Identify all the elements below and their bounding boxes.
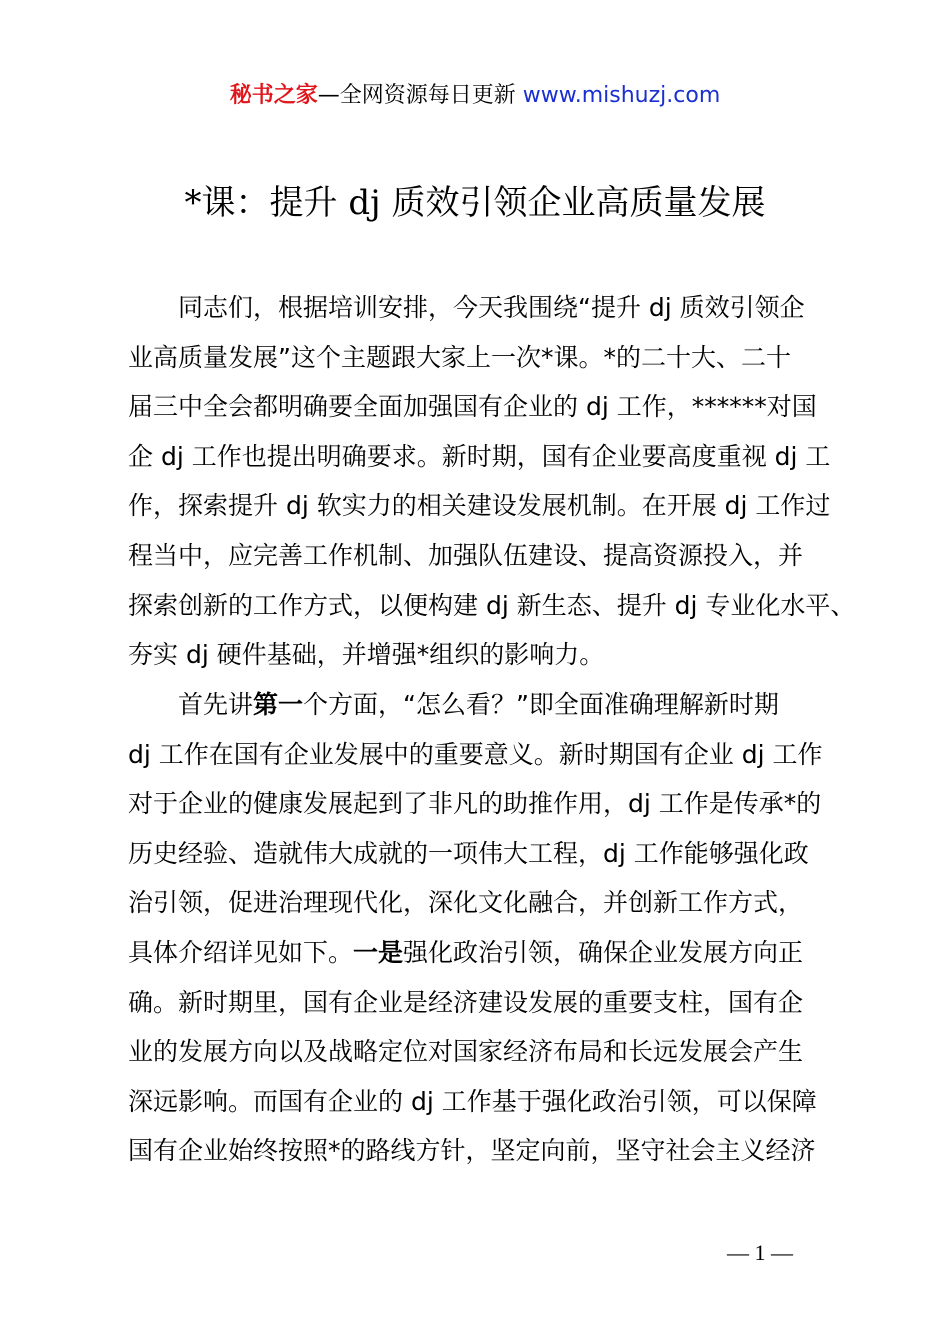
text-line: 探索创新的工作方式，以便构建 dj 新生态、提升 dj 专业化水平、 xyxy=(128,590,856,620)
text-line: 业高质量发展”这个主题跟大家上一次*课。*的二十大、二十 xyxy=(128,342,791,372)
page-number: — 1 — xyxy=(727,1240,793,1265)
text-line: dj 工作在国有企业发展中的重要意义。新时期国有企业 dj 工作 xyxy=(128,739,823,769)
paragraph-2 xyxy=(128,680,838,1176)
text-run: 强化政治引领，确保企业发展方向正 xyxy=(403,937,804,967)
text-line: 作，探索提升 dj 软实力的相关建设发展机制。在开展 dj 工作过 xyxy=(128,491,831,521)
text-line: 治引领，促进治理现代化，深化文化融合，并创新工作方式， xyxy=(128,888,804,918)
text-line: 国有企业始终按照*的路线方针，坚定向前，坚守社会主义经济 xyxy=(128,1136,816,1166)
text-line: 企 dj 工作也提出明确要求。新时期，国有企业要高度重视 dj 工 xyxy=(128,441,831,471)
text-line: 确。新时期里，国有企业是经济建设发展的重要支柱，国有企 xyxy=(128,987,804,1017)
text-line xyxy=(128,928,838,978)
text-run: 具体介绍详见如下。 xyxy=(128,937,354,967)
text-line xyxy=(128,680,838,730)
text-line: 同志们，根据培训安排，今天我围绕“提升 dj 质效引领企 xyxy=(128,293,805,322)
emphasis-first: 第一 xyxy=(253,690,304,719)
text-line: 业的发展方向以及战略定位对国家经济布局和长远发展会产生 xyxy=(128,1037,804,1067)
emphasis-point-one: 一是 xyxy=(353,937,404,967)
site-url-link[interactable]: www.mishuzj.com xyxy=(522,83,721,108)
text-line: 对于企业的健康发展起到了非凡的助推作用，dj 工作是传承*的 xyxy=(128,789,822,819)
text-run: 个方面，“怎么看？”即全面准确理解新时期 xyxy=(303,690,779,719)
site-header xyxy=(0,80,950,112)
text-line: 深远影响。而国有企业的 dj 工作基于强化政治引领，可以保障 xyxy=(128,1086,817,1116)
text-run: 首先讲 xyxy=(128,690,254,719)
brand-name: 秘书之家 xyxy=(229,83,318,108)
paragraph-1 xyxy=(128,283,856,680)
text-line: 历史经验、造就伟大成就的一项伟大工程，dj 工作能够强化政 xyxy=(128,838,809,868)
document-title: *课：提升 dj 质效引领企业高质量发展 xyxy=(184,183,766,223)
text-line: 程当中，应完善工作机制、加强队伍建设、提高资源投入，并 xyxy=(128,540,804,570)
header-tagline: —全网资源每日更新 xyxy=(317,83,523,108)
text-line: 届三中全会都明确要全面加强国有企业的 dj 工作，******对国 xyxy=(128,392,817,422)
text-line: 夯实 dj 硬件基础，并增强*组织的影响力。 xyxy=(128,640,605,670)
